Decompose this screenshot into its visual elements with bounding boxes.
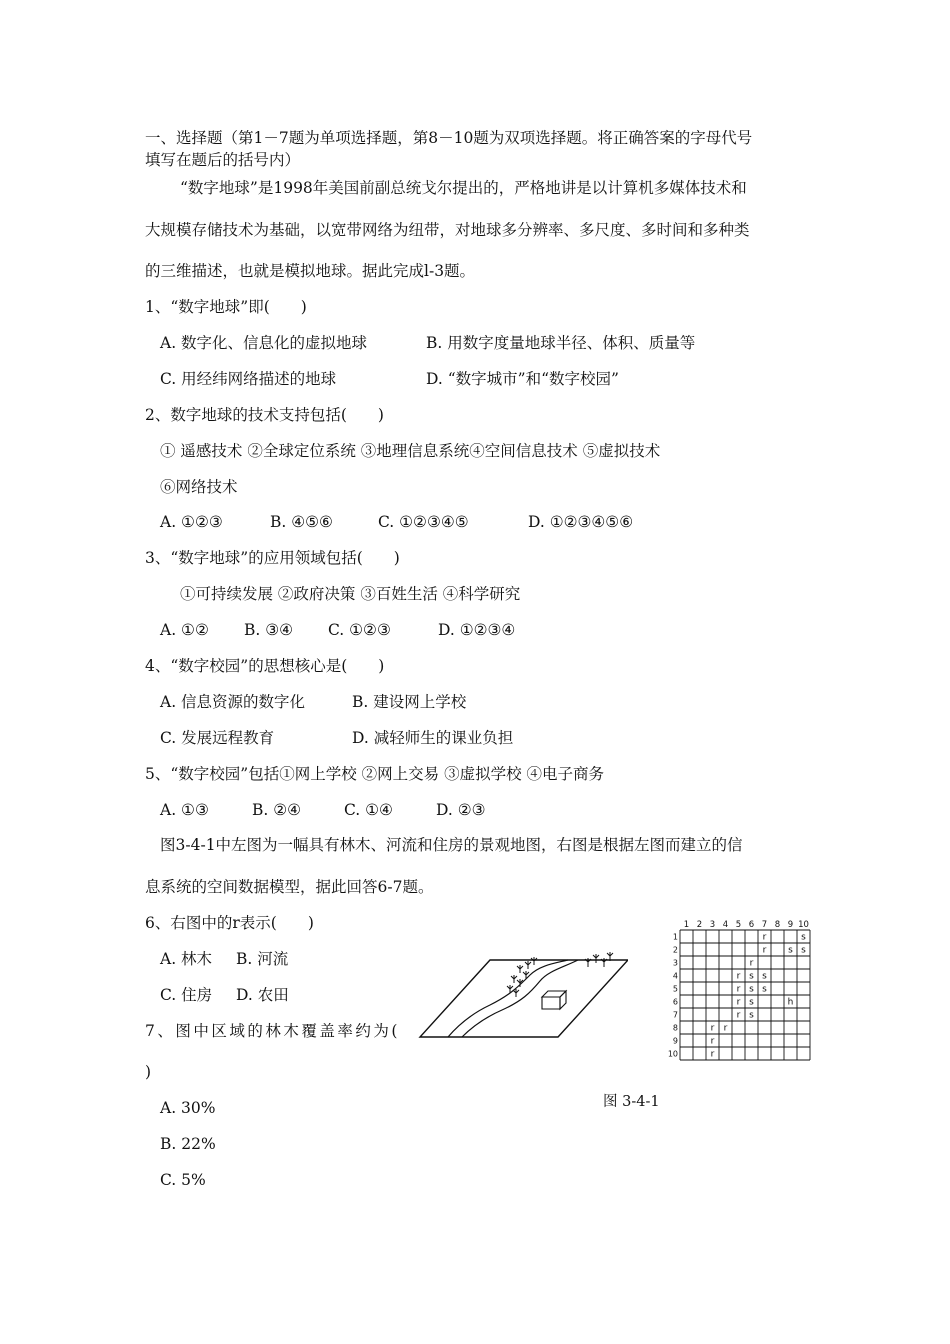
grid-column-label: 6 <box>748 920 755 930</box>
question-6-stem: 6、右图中的r表示( ) <box>145 914 314 932</box>
grid-cell-value: s <box>749 997 754 1008</box>
question-3-option-b: B. ③④ <box>244 621 294 639</box>
grid-row-label: 6 <box>672 997 678 1007</box>
question-2-stem: 2、数字地球的技术支持包括( ) <box>145 406 384 424</box>
grid-cell-value: s <box>762 971 767 982</box>
question-6-option-a: A. 林木 <box>160 950 213 968</box>
question-3-options <box>160 620 515 640</box>
grid-cell-value: r <box>723 1023 728 1034</box>
grid-column-label: 3 <box>709 920 716 930</box>
grid-cell-value: r <box>762 932 767 943</box>
grid-column-label: 8 <box>774 920 781 930</box>
grid-cell-value: r <box>736 984 741 995</box>
tree-icons <box>507 952 613 997</box>
question-6-options-cd <box>160 985 289 1005</box>
question-5-options <box>160 800 486 820</box>
question-4-option-c: C. 发展远程教育 <box>160 729 275 747</box>
question-2-option-b: B. ④⑤⑥ <box>270 513 333 531</box>
house-icon <box>542 991 566 1009</box>
question-6-options-ab <box>160 949 288 969</box>
grid-cell-value: r <box>762 945 767 956</box>
question-7-option-c: C. 5% <box>160 1171 206 1189</box>
landscape-map-figure <box>418 935 628 1040</box>
question-3-items: ①可持续发展 ②政府决策 ③百姓生活 ④科学研究 <box>180 585 521 603</box>
intro-paragraph-line-3: 的三维描述，也就是模拟地球。据此完成l-3题。 <box>145 262 476 280</box>
grid-cell-value: s <box>749 971 754 982</box>
question-5-stem: 5、“数字校园”包括①网上学校 ②网上交易 ③虚拟学校 ④电子商务 <box>145 765 604 783</box>
question-7-option-a: A. 30% <box>160 1099 216 1117</box>
grid-cell-value: s <box>788 945 793 956</box>
grid-cell-value: r <box>710 1049 715 1060</box>
grid-row-label: 5 <box>672 984 678 994</box>
grid-cell-value: s <box>749 984 754 995</box>
grid-row-label: 7 <box>672 1010 678 1020</box>
grid-cell-value: r <box>736 997 741 1008</box>
grid-row-label: 2 <box>672 945 678 955</box>
figure-intro-line-1: 图3-4-1中左图为一幅具有林木、河流和住房的景观地图，右图是根据左图而建立的信 <box>160 836 743 854</box>
map-boundary <box>420 960 628 1037</box>
grid-column-label: 5 <box>735 920 742 930</box>
grid-cell-value: s <box>762 984 767 995</box>
grid-column-label: 10 <box>798 920 809 930</box>
question-2-items-line-1: ① 遥感技术 ②全球定位系统 ③地理信息系统④空间信息技术 ⑤虚拟技术 <box>160 442 661 460</box>
question-1-option-c: C. 用经纬网络描述的地球 <box>160 370 337 388</box>
question-4-options-ab <box>160 692 466 712</box>
question-1-stem: 1、“数字地球”即( ) <box>145 298 307 316</box>
question-7-stem-line-1: 7、图中区域的林木覆盖率约为( <box>145 1022 400 1040</box>
figure-caption: 图 3-4-1 <box>603 1094 660 1110</box>
grid-row-label: 9 <box>672 1036 678 1046</box>
question-1-options-cd <box>160 369 619 389</box>
intro-paragraph-line-2: 大规模存储技术为基础，以宽带网络为纽带，对地球多分辨率、多尺度、多时间和多种类 <box>145 221 750 239</box>
question-4-options-cd <box>160 728 513 748</box>
grid-column-label: 2 <box>696 920 703 930</box>
grid-row-label: 4 <box>672 971 678 981</box>
section-title-line-1: 一、选择题（第1－7题为单项选择题，第8－10题为双项选择题。将正确答案的字母代号 <box>145 129 753 147</box>
question-5-option-b: B. ②④ <box>252 801 302 819</box>
grid-row-label: 1 <box>672 932 678 942</box>
question-5-option-a: A. ①③ <box>160 801 209 819</box>
grid-column-label: 7 <box>761 920 768 930</box>
question-2-option-a: A. ①②③ <box>160 513 223 531</box>
grid-cell-value: r <box>736 1010 741 1021</box>
question-2-items-line-2: ⑥网络技术 <box>160 478 238 496</box>
grid-row-label: 3 <box>672 958 678 968</box>
question-1-option-d: D. “数字城市”和“数字校园” <box>426 370 619 388</box>
question-4-stem: 4、“数字校园”的思想核心是( ) <box>145 657 385 675</box>
grid-column-label: 4 <box>722 920 729 930</box>
question-3-option-a: A. ①② <box>160 621 209 639</box>
grid-cell-value: s <box>801 932 806 943</box>
grid-cell-value: s <box>801 945 806 956</box>
question-5-option-c: C. ①④ <box>344 801 393 819</box>
section-title-line-2: 填写在题后的括号内） <box>145 151 301 169</box>
grid-cell-value: s <box>749 1010 754 1021</box>
grid-row-label: 8 <box>672 1023 678 1033</box>
grid-cell-value: r <box>749 958 754 969</box>
intro-paragraph-line-1: “数字地球”是1998年美国前副总统戈尔提出的，严格地讲是以计算机多媒体技术和 <box>180 179 747 197</box>
grid-cell-value: h <box>787 997 794 1008</box>
grid-row-label: 10 <box>667 1049 678 1059</box>
question-7-stem-line-2: ) <box>145 1063 152 1081</box>
question-2-option-c: C. ①②③④⑤ <box>378 513 469 531</box>
question-1-option-a: A. 数字化、信息化的虚拟地球 <box>160 334 368 352</box>
question-1-option-b: B. 用数字度量地球半径、体积、质量等 <box>426 334 696 352</box>
grid-column-label: 9 <box>787 920 794 930</box>
question-4-option-d: D. 减轻师生的课业负担 <box>352 729 514 747</box>
question-6-option-d: D. 农田 <box>236 986 289 1004</box>
question-5-option-d: D. ②③ <box>436 801 486 819</box>
grid-cell-value: r <box>736 971 741 982</box>
question-6-option-c: C. 住房 <box>160 986 213 1004</box>
question-2-option-d: D. ①②③④⑤⑥ <box>528 513 634 531</box>
question-3-option-d: D. ①②③④ <box>438 621 516 639</box>
question-6-option-b: B. 河流 <box>236 950 289 968</box>
question-3-stem: 3、“数字地球”的应用领域包括( ) <box>145 549 400 567</box>
question-7-option-b: B. 22% <box>160 1135 216 1153</box>
spatial-grid-figure <box>664 918 814 1068</box>
grid-cell-value: r <box>710 1023 715 1034</box>
question-3-option-c: C. ①②③ <box>328 621 391 639</box>
question-4-option-b: B. 建设网上学校 <box>352 693 467 711</box>
question-4-option-a: A. 信息资源的数字化 <box>160 693 306 711</box>
question-1-options-ab <box>160 333 695 353</box>
river-bank-upper <box>448 960 568 1037</box>
grid-column-label: 1 <box>683 920 690 930</box>
grid-cell-value: r <box>710 1036 715 1047</box>
figure-intro-line-2: 息系统的空间数据模型，据此回答6-7题。 <box>145 878 434 896</box>
question-2-options <box>160 512 633 532</box>
